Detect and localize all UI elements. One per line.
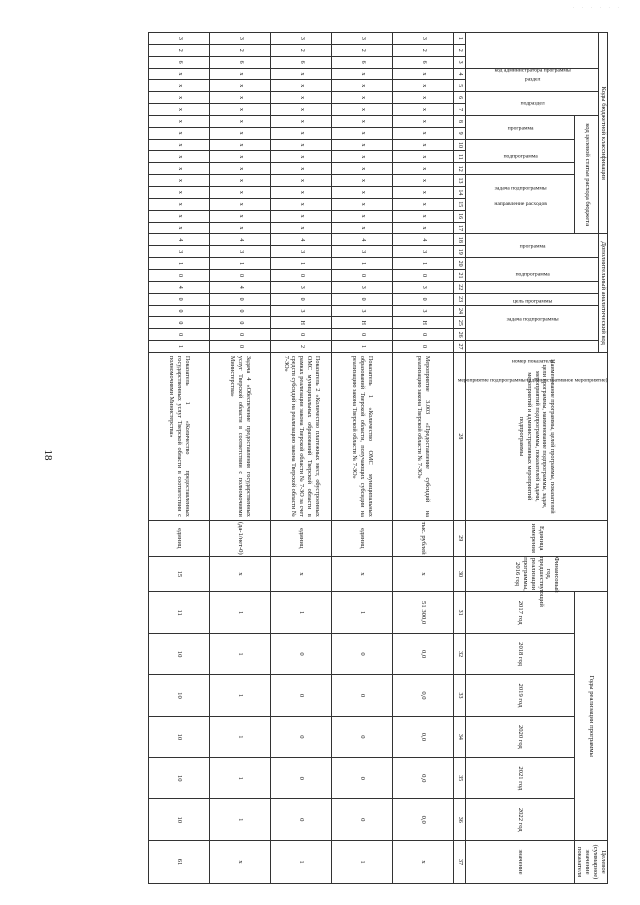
row-year-value: 0 (271, 799, 332, 841)
code-cell: 0 (149, 329, 210, 341)
code-cell: 3 (332, 281, 393, 293)
table-row (149, 33, 210, 884)
section-header: раздел (466, 68, 599, 92)
ac-event-header: мероприятие подпрограммы (административное мероприятие) (466, 305, 599, 341)
code-cell: х (271, 163, 332, 175)
code-cell: х (149, 151, 210, 163)
code-cell: 6 (210, 56, 271, 68)
code-cell: х (149, 68, 210, 80)
row-year-value: 10 (149, 716, 210, 757)
code-cell: 4 (332, 234, 393, 246)
code-cell: 1 (332, 258, 393, 270)
code-cell: х (332, 198, 393, 210)
column-number: 32 (454, 633, 466, 674)
code-cell: х (332, 175, 393, 187)
row-year-value: 0 (271, 675, 332, 716)
column-number: 6 (454, 92, 466, 104)
row-year-value: 11 (149, 592, 210, 633)
code-cell: х (210, 80, 271, 92)
row-name: Показатель 1 «Количество предоставленных государственных услуг Тверской области в соответствии с полномочиями Министерства» (149, 352, 210, 520)
code-cell: х (149, 127, 210, 139)
code-cell: 3 (149, 246, 210, 258)
column-number: 29 (454, 520, 466, 556)
code-cell: х (393, 210, 454, 222)
column-number: 14 (454, 186, 466, 198)
code-cell: х (210, 186, 271, 198)
row-year-value: 10 (149, 799, 210, 841)
code-cell: 4 (149, 234, 210, 246)
code-cell: Н (393, 317, 454, 329)
row-fin-year: 15 (149, 556, 210, 592)
column-number: 13 (454, 175, 466, 187)
name-header: Наименование программы, целей программы, показателей цели программы, наименование подпрограммы, задач, мероприятий подпрограммы, показателей задачи, мероприятий и административных мероприятий подпрограммы (466, 352, 608, 520)
code-cell: 6 (271, 56, 332, 68)
code-cell: 3 (271, 33, 332, 45)
column-number: 34 (454, 716, 466, 757)
code-cell: х (271, 104, 332, 116)
program-table-wrapper (88, 32, 608, 884)
page-number: 18 (42, 449, 54, 461)
column-number: 24 (454, 305, 466, 317)
code-cell: х (271, 92, 332, 104)
table-row (271, 33, 332, 884)
code-cell: 3 (393, 33, 454, 45)
row-fin-year: х (210, 556, 271, 592)
code-cell: 3 (210, 246, 271, 258)
code-cell: х (210, 175, 271, 187)
column-number: 11 (454, 151, 466, 163)
column-number: 9 (454, 127, 466, 139)
row-year-value: 1 (210, 633, 271, 674)
column-number: 37 (454, 840, 466, 883)
year-2019-header: 2019 год (466, 675, 575, 716)
code-cell: х (332, 115, 393, 127)
row-year-value: 1 (210, 758, 271, 799)
code-cell: Н (332, 317, 393, 329)
row-year-value: 1 (210, 716, 271, 757)
row-target: х (210, 840, 271, 883)
ac-goal-header: цель программы (466, 281, 599, 293)
code-cell: х (332, 92, 393, 104)
code-cell: х (332, 68, 393, 80)
ts-task-header: задача подпрограммы (466, 163, 575, 175)
code-cell: х (393, 104, 454, 116)
row-name: Показатель 2 «Количество платежных мест, обустроенных ОМС муниципальных образований Тверской области в рамках реализации закона Тверской области № 7-ЗО за счет средств субсидий на реализацию закона Тверской области № 7-ЗО» (271, 352, 332, 520)
column-number: 12 (454, 163, 466, 175)
row-year-value: 0,0 (393, 716, 454, 757)
code-cell: 4 (210, 234, 271, 246)
year-2018-header: 2018 год (466, 633, 575, 674)
code-cell: х (149, 80, 210, 92)
row-name: Задача 4 «Обеспечение предоставления государственных услуг Тверской области в соответствии с полномочиями Министерства» (210, 352, 271, 520)
code-cell: х (149, 163, 210, 175)
year-2017-header: 2017 год (466, 592, 575, 633)
row-year-value: 0 (332, 675, 393, 716)
code-cell: х (393, 80, 454, 92)
target-article-header: код целевой статьи расхода бюджета (575, 115, 599, 234)
code-cell: 6 (149, 56, 210, 68)
code-cell: х (393, 186, 454, 198)
code-cell: 0 (271, 270, 332, 282)
admin-code-header: код администратора программы (466, 33, 599, 69)
code-cell: 3 (271, 246, 332, 258)
column-number: 25 (454, 317, 466, 329)
code-cell: 3 (393, 281, 454, 293)
code-cell: х (271, 210, 332, 222)
column-number: 4 (454, 68, 466, 80)
row-name: Мероприятие 3.003 «Предоставление субсидий на реализацию закона Тверской области № 7-ЗО» (393, 352, 454, 520)
row-unit: единиц (271, 520, 332, 556)
code-cell: 1 (149, 258, 210, 270)
column-number: 10 (454, 139, 466, 151)
column-number: 15 (454, 198, 466, 210)
code-cell: 0 (149, 293, 210, 305)
row-target: 1 (332, 840, 393, 883)
row-target: х (393, 840, 454, 883)
code-cell: х (393, 163, 454, 175)
code-cell: х (210, 163, 271, 175)
code-cell: х (149, 222, 210, 234)
code-cell: 6 (393, 56, 454, 68)
code-cell: х (332, 222, 393, 234)
code-cell: х (149, 115, 210, 127)
row-year-value: 0 (271, 716, 332, 757)
code-cell: х (210, 151, 271, 163)
analytic-code-header: Дополнительный аналитический код (599, 234, 608, 352)
code-cell: 0 (332, 270, 393, 282)
row-year-value: 0 (332, 716, 393, 757)
column-number: 2 (454, 44, 466, 56)
code-cell: Н (271, 317, 332, 329)
target-value-header: значение (466, 840, 575, 883)
code-cell: х (332, 80, 393, 92)
column-number: 20 (454, 258, 466, 270)
column-number: 35 (454, 758, 466, 799)
code-cell: 1 (332, 341, 393, 353)
table-row (393, 33, 454, 884)
code-cell: 2 (332, 44, 393, 56)
code-cell: х (210, 115, 271, 127)
code-cell: 0 (393, 270, 454, 282)
code-cell: х (332, 210, 393, 222)
table-row (332, 33, 393, 884)
row-fin-year: х (393, 556, 454, 592)
unit-header: Единица измерения (466, 520, 608, 556)
code-cell: 4 (271, 234, 332, 246)
column-number-row (454, 33, 466, 884)
row-fin-year: х (271, 556, 332, 592)
ac-indicator-header: номер показателя (466, 341, 599, 353)
row-unit: (да-1/нет-0) (210, 520, 271, 556)
column-number: 26 (454, 329, 466, 341)
code-cell: 0 (332, 329, 393, 341)
code-cell: 0 (210, 305, 271, 317)
code-cell: 0 (210, 270, 271, 282)
code-cell: 4 (393, 234, 454, 246)
code-cell: 0 (271, 329, 332, 341)
ts-program-header: программа (466, 115, 575, 139)
budget-codes-header: Коды бюджетной классификации (599, 33, 608, 234)
code-cell: 6 (332, 56, 393, 68)
table-row (210, 33, 271, 884)
row-year-value: 10 (149, 675, 210, 716)
row-year-value: 0,0 (393, 799, 454, 841)
code-cell: 3 (271, 281, 332, 293)
code-cell: х (210, 104, 271, 116)
code-cell: 0 (149, 270, 210, 282)
row-year-value: 1 (210, 592, 271, 633)
code-cell: х (332, 163, 393, 175)
row-target: 1 (271, 840, 332, 883)
code-cell: х (210, 139, 271, 151)
code-cell: х (271, 186, 332, 198)
subsection-header: подраздел (466, 92, 599, 116)
code-cell: 2 (271, 44, 332, 56)
code-cell: 0 (271, 293, 332, 305)
code-cell: х (271, 115, 332, 127)
ac-subprogram-header: подпрограмма (466, 258, 599, 282)
code-cell: х (210, 127, 271, 139)
row-year-value: 10 (149, 633, 210, 674)
code-cell: х (149, 104, 210, 116)
column-number: 28 (454, 352, 466, 520)
column-number: 22 (454, 281, 466, 293)
code-cell: 2 (149, 44, 210, 56)
column-number: 8 (454, 115, 466, 127)
column-number: 36 (454, 799, 466, 841)
column-number: 16 (454, 210, 466, 222)
code-cell: 3 (210, 33, 271, 45)
code-cell: х (210, 198, 271, 210)
code-cell: х (332, 151, 393, 163)
column-number: 18 (454, 234, 466, 246)
code-cell: 0 (210, 317, 271, 329)
code-cell: х (149, 186, 210, 198)
code-cell: х (271, 68, 332, 80)
row-year-value: 10 (149, 758, 210, 799)
code-cell: х (210, 222, 271, 234)
column-number: 27 (454, 341, 466, 353)
code-cell: 4 (210, 281, 271, 293)
code-cell: х (393, 175, 454, 187)
row-year-value: 1 (271, 592, 332, 633)
code-cell: х (332, 139, 393, 151)
code-cell: 0 (393, 329, 454, 341)
code-cell: 4 (149, 281, 210, 293)
table-body (149, 33, 466, 884)
column-number: 30 (454, 556, 466, 592)
code-cell: 3 (393, 246, 454, 258)
column-number: 1 (454, 33, 466, 45)
code-cell: 2 (393, 44, 454, 56)
code-cell: х (271, 139, 332, 151)
row-year-value: 0,0 (393, 758, 454, 799)
code-cell: х (271, 80, 332, 92)
column-number: 17 (454, 222, 466, 234)
code-cell: 0 (393, 341, 454, 353)
code-cell: х (271, 175, 332, 187)
code-cell: 3 (332, 305, 393, 317)
code-cell: х (332, 104, 393, 116)
row-fin-year: х (332, 556, 393, 592)
code-cell: 0 (393, 293, 454, 305)
row-year-value: 0,0 (393, 633, 454, 674)
column-number: 7 (454, 104, 466, 116)
row-unit: единиц (149, 520, 210, 556)
row-year-value: 0 (332, 633, 393, 674)
code-cell: 1 (210, 258, 271, 270)
ts-direction-header: направление расходов (466, 175, 575, 234)
fin-year-header: Финансовый год, предшествующий реализации программы, 2016 год (466, 556, 608, 592)
year-2022-header: 2022 год (466, 799, 575, 841)
years-header: Годы реализации программы (575, 592, 608, 841)
column-number: 31 (454, 592, 466, 633)
program-indicators-table (148, 32, 608, 884)
column-number: 33 (454, 675, 466, 716)
code-cell: 2 (210, 44, 271, 56)
code-cell: х (210, 210, 271, 222)
row-year-value: 0 (271, 633, 332, 674)
scan-artifact: · · · · · · (572, 6, 622, 11)
row-name: Показатель 1 «Количество ОМС муниципальных образований Тверской области, получающих субсидии на реализацию закона Тверской области № 7-ЗО» (332, 352, 393, 520)
code-cell: х (332, 186, 393, 198)
code-cell: х (393, 198, 454, 210)
code-cell: х (393, 127, 454, 139)
code-cell: 0 (210, 341, 271, 353)
target-header: Целевое (суммарное) значение показателя (575, 840, 608, 883)
row-year-value: 1 (332, 592, 393, 633)
row-unit: тыс. рублей (393, 520, 454, 556)
column-number: 23 (454, 293, 466, 305)
row-year-value: 51 300,0 (393, 592, 454, 633)
code-cell: 2 (271, 341, 332, 353)
row-target: 61 (149, 840, 210, 883)
code-cell: х (393, 115, 454, 127)
code-cell: 0 (210, 293, 271, 305)
code-cell: 1 (393, 258, 454, 270)
row-unit: единиц (332, 520, 393, 556)
code-cell: х (271, 198, 332, 210)
ts-subprogram-header: подпрограмма (466, 139, 575, 163)
ac-program-header: программа (466, 234, 599, 258)
code-cell: х (149, 92, 210, 104)
column-number: 19 (454, 246, 466, 258)
row-year-value: 0 (332, 799, 393, 841)
code-cell: х (210, 92, 271, 104)
rotated-page (88, 32, 608, 884)
code-cell: х (332, 127, 393, 139)
code-cell: 0 (332, 293, 393, 305)
row-year-value: 0,0 (393, 675, 454, 716)
code-cell: х (271, 127, 332, 139)
row-year-value: 0 (332, 758, 393, 799)
code-cell: 3 (332, 33, 393, 45)
code-cell: 3 (332, 246, 393, 258)
code-cell: 3 (271, 305, 332, 317)
code-cell: х (149, 175, 210, 187)
code-cell: 0 (149, 305, 210, 317)
code-cell: 0 (210, 329, 271, 341)
row-year-value: 1 (210, 675, 271, 716)
column-number: 5 (454, 80, 466, 92)
row-year-value: 1 (210, 799, 271, 841)
code-cell: х (210, 68, 271, 80)
code-cell: х (393, 151, 454, 163)
code-cell: 1 (271, 258, 332, 270)
code-cell: 1 (149, 341, 210, 353)
ac-task-header: задача подпрограммы (466, 293, 599, 305)
code-cell: 3 (393, 305, 454, 317)
code-cell: 3 (149, 33, 210, 45)
code-cell: х (271, 222, 332, 234)
code-cell: х (149, 139, 210, 151)
column-number: 21 (454, 270, 466, 282)
code-cell: х (393, 92, 454, 104)
code-cell: х (149, 210, 210, 222)
code-cell: х (393, 222, 454, 234)
year-2020-header: 2020 год (466, 716, 575, 757)
row-year-value: 0 (271, 758, 332, 799)
code-cell: х (271, 151, 332, 163)
code-cell: х (393, 68, 454, 80)
year-2021-header: 2021 год (466, 758, 575, 799)
column-number: 3 (454, 56, 466, 68)
code-cell: 0 (149, 317, 210, 329)
code-cell: х (149, 198, 210, 210)
code-cell: х (393, 139, 454, 151)
